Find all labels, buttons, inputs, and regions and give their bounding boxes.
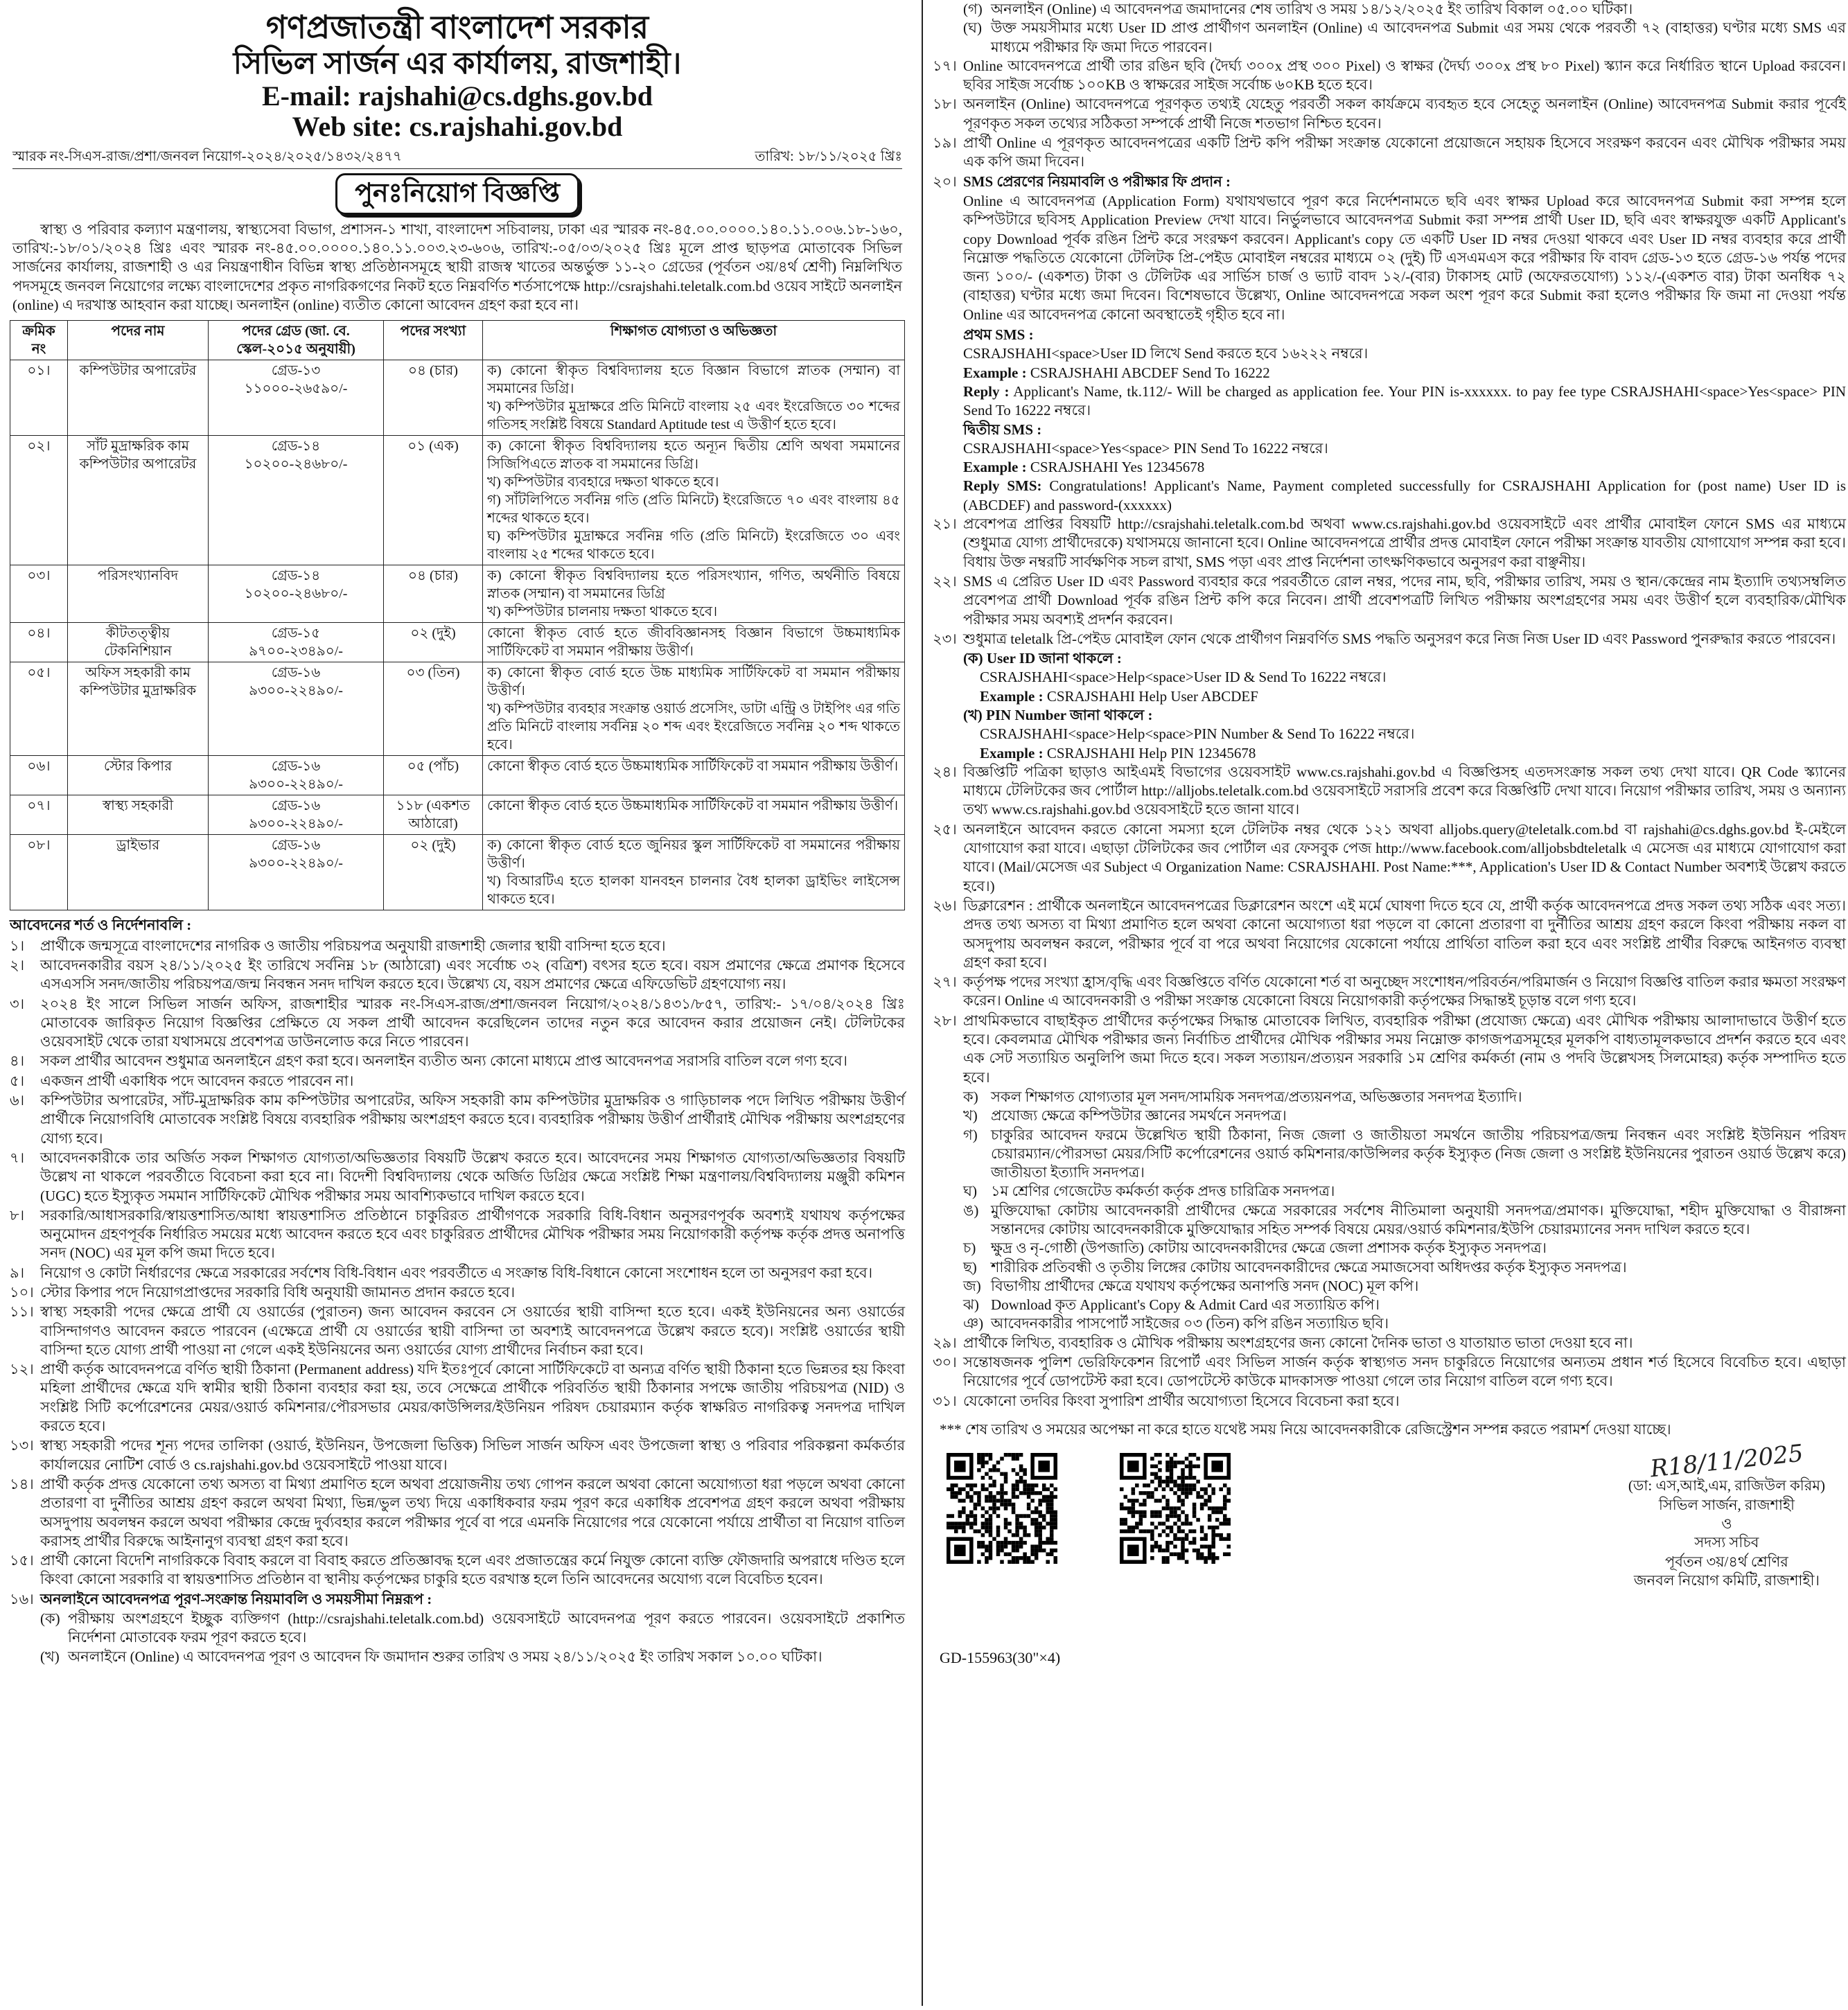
sub-item [963, 1314, 1846, 1333]
office-name: সিভিল সার্জন এর কার্যালয়, রাজশাহী। [233, 46, 682, 80]
sub-item [963, 1296, 1846, 1314]
grade-label: গ্রেড-১৫ [271, 626, 321, 642]
sub-item-label: চ) [963, 1240, 976, 1257]
serial-cell: ০৪। [10, 623, 68, 662]
second-sms-heading: দ্বিতীয় SMS : [963, 421, 1042, 438]
sub-item [40, 1648, 905, 1666]
item-number: ৪। [10, 1052, 25, 1070]
qualification-line: ক) কোনো স্বীকৃত বোর্ড হতে জুনিয়র স্কুল সার্টিফিকেট বা সমমানের পরীক্ষায় উত্তীর্ণ। [487, 838, 900, 872]
qualification-line: খ) বিআরটিএ হতে হালকা যানবহন চালনার বৈধ হালকা ড্রাইভিং লাইসেন্স থাকতে হবে। [487, 874, 900, 908]
serial-cell: ০৬। [10, 756, 68, 795]
item-text: প্রার্থী কর্তৃক আবেদনপত্রে বর্ণিত স্থায়ী ঠিকানা (Permanent address) যদি ইতঃপূর্বে কোনো সার্টিফিকেটে বা অন্যত্র বর্ণিত স্থায়ী ঠিকানা হতে ভিন্নতর হয় কিংবা মহিলা প্রার্থীদের ক্ষেত্রে যদি স্বামীর স্থায়ী ঠিকানা ব্যবহার করা হয়, তবে সেক্ষেত্রে প্রার্থীকে পরিবর্তিত স্থায়ী ঠিকানার সপক্ষে জাতীয় পরিচয়পত্র (NID) ও সংশ্লিষ্ট সিটি কর্পোরেশনের মেয়র/ওয়ার্ড কমিশনার/পৌরসভার মেয়র/কাউন্সিলর/ইউনিয়ন পরিষদ চেয়ারম্যান কর্তৃক স্বাক্ষরিত নাগরিকত্ব সনদপত্র দাখিল করতে হবে। [40, 1361, 905, 1435]
sub-item-text: ক্ষুদ্র ও নৃ-গোষ্ঠী (উপজাতি) কোটায় আবেদনকারীদের ক্ষেত্রে জেলা প্রশাসক কর্তৃক ইস্যুকৃত সনদপত্র। [991, 1240, 1547, 1257]
table-column-header: শিক্ষাগত যোগ্যতা ও অভিজ্ঞতা [483, 321, 905, 360]
qualification-line: ক) কোনো স্বীকৃত বিশ্ববিদ্যালয় হতে বিজ্ঞান বিভাগে স্নাতক (সম্মান) বা সমমানের ডিগ্রি। [487, 363, 900, 397]
item-16-continued [933, 0, 1846, 57]
item-text: শুধুমাত্র teletalk প্রি-পেইড মোবাইল ফোন থেকে প্রার্থীগণ নিম্নবর্ণিত SMS পদ্ধতি অনুসরণ করে নিজ নিজ User ID এবং Password পুনরুদ্ধার করতে পারবেন। [963, 630, 1836, 647]
item-number: ১৩। [10, 1437, 34, 1454]
sub-item-text: পরীক্ষায় অংশগ্রহণে ইচ্ছুক ব্যক্তিগণ (http://csrajshahi.teletalk.com.bd) ওয়েবসাইটে আবেদনপত্র পূরণ করতে পারবেন। ওয়েবসাইটে প্রকাশিত নির্দেশনা মোতাবেক ফরম পূরণ করতে হবে। [68, 1610, 905, 1646]
item-number: ১৬। [10, 1590, 34, 1607]
grade-label: গ্রেড-১৪ [271, 439, 321, 455]
item-text: সকল প্রার্থীর আবেদন শুধুমাত্র অনলাইনে গ্রহণ করা হবে। অনলাইন ব্যতীত অন্য কোনো মাধ্যমে প্রাপ্ত আবেদনপত্র সরাসরি বাতিল বলে গণ্য হবে। [40, 1052, 848, 1070]
item-number: ২৫। [933, 820, 957, 838]
item-number: ২০। [933, 173, 957, 190]
table-row [10, 662, 905, 756]
post-name-cell: স্টোর কিপার [68, 756, 209, 795]
grade-cell [209, 360, 384, 436]
sub-item-label: ছ) [963, 1258, 977, 1276]
grade-label: গ্রেড-১৬ [271, 798, 321, 814]
list-item [933, 95, 1846, 133]
signatory-designation: সিভিল সার্জন, রাজশাহী [1658, 1496, 1795, 1513]
item-text: বিজ্ঞপ্তিটি পত্রিকা ছাড়াও আইএমই বিভাগের ওয়েবসাইট www.cs.rajshahi.gov.bd এ বিজ্ঞপ্তিসহ এতদসংক্রান্ত সকল তথ্য দেখা যাবে। QR Code স্ক্যানের মাধ্যমে টেলিটকের জব পোর্টাল http://alljobs.teletalk.com.bd ওয়েবসাইটে সরাসরি প্রবেশ করে বিজ্ঞপ্তিটি দেখা যাবে। নিয়োগ পরীক্ষার তারিখ, সময় ও অন্যান্য তথ্য www.cs.rajshahi.gov.bd ওয়েবসাইটে হতে জানা যাবে। [963, 763, 1846, 818]
table-row [10, 565, 905, 623]
item-number: ৯। [10, 1264, 25, 1281]
sub-item-text: চাকুরির আবেদন ফরমে উল্লেখিত স্থায়ী ঠিকানা, নিজ জেলা ও জাতীয়তা সমর্থনে জাতীয় পরিচয়পত্র/জন্ম নিবন্ধন এবং সংশ্লিষ্ট ইউনিয়ন পরিষদ চেয়ারম্যান/পৌরসভা মেয়র/সিটি কর্পোরেশনের ওয়ার্ড কমিশনার/কাউন্সিলর কর্তৃক ইস্যুকৃত (নিজ জেলা ও সংশ্লিষ্ট ইউনিয়নের পুরাতন ওয়ার্ড উল্লেখ করে) জাতীয়তা ইত্যাদি সনদপত্র। [991, 1126, 1846, 1181]
serial-cell: ০৭। [10, 795, 68, 835]
item-text: প্রার্থী কর্তৃক প্রদত্ত যেকোনো তথ্য অসত্য বা মিথ্যা প্রমাণিত হলে অথবা প্রয়োজনীয় তথ্য গোপন করলে অথবা কোনো অযোগ্যতা ধরা পড়লে অথবা কোনো প্রতারণা বা দুর্নীতির আশ্রয় গ্রহণ করলে অথবা মিথ্যা, ভিন্ন/ভুল তথ্য দিয়ে একাধিকবার ফরম পূরণ করে একাধিক প্রবেশপত্র গ্রহণ করলে অথবা পরীক্ষায় অসদুপায় অবলম্বন করলে অথবা পরীক্ষার কেন্দ্রে দুর্ব্যবহার করলে পরীক্ষার পূর্বে বা পরে এমনকি নিয়োগের পরে যেকোনো পর্যায়ে প্রার্থীতা বা নিয়োগ বাতিল করাসহ প্রার্থীর বিরুদ্ধে আইনানুগ ব্যবস্থা গ্রহণ করা হবে। [40, 1475, 905, 1549]
item-number: ২৬। [933, 897, 957, 914]
notice-title: পুনঃনিয়োগ বিজ্ঞপ্তি [335, 173, 579, 214]
item-text: ডিক্লারেশন : প্রার্থীকে অনলাইনে আবেদনপত্রের ডিক্লারেশন অংশে এই মর্মে ঘোষণা দিতে হবে যে, প্রার্থী কর্তৃক আবেদনপত্রে প্রদত্ত সকল তথ্য সঠিক এবং সত্য। প্রদত্ত তথ্য অসত্য বা মিথ্যা প্রমাণিত হলে অথবা কোনো অযোগ্যতা ধরা পড়লে বা কোনো প্রতারণা বা দুর্নীতির আশ্রয় গ্রহণ করলে কিংবা পরীক্ষায় নকল বা অসদুপায় অবলম্বন করলে, পরীক্ষার পূর্বে বা পরে অথবা নিয়োগের যেকোনো পর্যায়ে প্রার্থিতা বাতিল করা হবে এবং সংশ্লিষ্ট প্রার্থীর বিরুদ্ধে আইনগত ব্যবস্থা গ্রহণ করা হবে। [963, 897, 1846, 971]
item-number: ৭। [10, 1149, 25, 1166]
sub-item-label: গ) [963, 1126, 978, 1143]
sub-item [963, 1277, 1846, 1296]
first-sms-command: CSRAJSHAHI<space>User ID লিখে Send করতে হবে ১৬২২২ নম্বরে। [963, 345, 1369, 362]
sub-item [963, 1239, 1846, 1258]
advisory-note: *** শেষ তারিখ ও সময়ের অপেক্ষা না করে হাতে যথেষ্ট সময় নিয়ে আবেদনকারীকে রেজিস্ট্রেশন সম্পন্ন করতে পরামর্শ দেওয়া যাচ্ছে। [940, 1420, 1671, 1438]
pay-scale: ৯৩০০-২২৪৯০/- [249, 683, 343, 699]
qualification-cell [483, 360, 905, 436]
sub-item-label: (খ) [40, 1648, 60, 1665]
item-number: ২৮। [933, 1012, 957, 1029]
post-count-cell: ১১৮ (একশত আঠারো) [384, 795, 483, 835]
user-id-recovery-command: CSRAJSHAHI<space>Help<space>User ID & Send To 16222 নম্বরে। [980, 669, 1387, 686]
item-number: ২৪। [933, 763, 957, 780]
first-sms-example: Example : CSRAJSHAHI ABCDEF Send To 16222 [963, 364, 1270, 381]
qualification-cell [483, 756, 905, 795]
post-name-cell: স্বাস্থ্য সহকারী [68, 795, 209, 835]
sub-item-label: (ঘ) [963, 19, 982, 37]
item-number: ১১। [10, 1303, 34, 1321]
qualification-line: ঘ) কম্পিউটার মুদ্রাক্ষরে সর্বনিম্ন গতি (প্রতি মিনিটে) ইংরেজিতে ৩০ এবং বাংলায় ২৫ শব্দের থাকতে হবে। [487, 529, 900, 563]
right-column [922, 0, 1846, 2006]
sub-item-text: Download কৃত Applicant's Copy & Admit Card এর সত্যায়িত কপি। [991, 1296, 1380, 1314]
post-name-cell: সাঁট মুদ্রাক্ষরিক কাম কম্পিউটার অপারেটর [68, 436, 209, 565]
item-text: SMS এ প্রেরিত User ID এবং Password ব্যবহার করে পরবর্তীতে রোল নম্বর, পদের নাম, ছবি, পরীক্ষার তারিখ, সময় ও স্থান/কেন্দ্রের নাম ইত্যাদি তথ্যসম্বলিত প্রবেশপত্র প্রার্থী Download পূর্বক রঙিন প্রিন্ট কপি করে নিবেন। প্রার্থী প্রবেশপত্রটি লিখিত পরীক্ষায় অংশগ্রহণের সময় এবং উত্তীর্ণ হলে ব্যবহারিক/মৌখিক পরীক্ষার সময় অবশ্যই প্রদর্শন করবেন। [963, 572, 1846, 628]
qualification-cell [483, 623, 905, 662]
item-number: ২২। [933, 572, 957, 590]
list-item [933, 973, 1846, 1011]
qualification-cell [483, 662, 905, 756]
grade-cell [209, 795, 384, 835]
table-row [10, 835, 905, 910]
second-sms-reply: Reply SMS: Congratulations! Applicant's Name, Payment completed successfully for CSRAJSHAHI Application for (post name) User ID is (ABCDEF) and password-(xxxxxx) [963, 477, 1846, 513]
post-count-cell: ০৪ (চার) [384, 565, 483, 623]
item-text: নিয়োগ ও কোটা নির্ধারণের ক্ষেত্রে সরকারের সর্বশেষ বিধি-বিধান এবং পরবর্তীতে এ সংক্রান্ত বিধি-বিধানে কোনো সংশোধন হলে তা অনুসরণ করা হবে। [40, 1264, 873, 1281]
sub-item-text: শারীরিক প্রতিবন্ধী ও তৃতীয় লিঙ্গের কোটায় আবেদনকারীদের ক্ষেত্রে সমাজসেবা অধিদপ্তর কর্তৃক ইস্যুকৃত সনদপত্র। [991, 1258, 1627, 1276]
grade-cell [209, 565, 384, 623]
sub-item-text: অনলাইন (Online) এ আবেদনপত্র জমাদানের শেষ তারিখ ও সময় ১৪/১২/২০২৫ ইং তারিখ বিকাল ০৫.০০ ঘটিকা। [991, 1, 1633, 17]
office-email: E-mail: rajshahi@cs.dghs.gov.bd [262, 80, 653, 112]
list-item [933, 1392, 1846, 1411]
list-item [10, 1475, 905, 1551]
sms-section [963, 326, 1846, 515]
post-count-cell: ০৩ (তিন) [384, 662, 483, 756]
sub-item-label: ঙ) [963, 1201, 979, 1219]
intro-paragraph: স্বাস্থ্য ও পরিবার কল্যাণ মন্ত্রণালয়, স্বাস্থ্যসেবা বিভাগ, প্রশাসন-১ শাখা, বাংলাদেশ সচিবালয়, ঢাকা এর স্মারক নং-৪৫.০০.০০০০.১৪০.১১.০০৬.১৮-১৬০, তারিখ:-১৮/০১/২০২৪ খ্রিঃ এবং স্মারক নং-৪৫.০০.০০০০.১৪০.১১.০০৩.২৩-৬০৬, তারিখ:-০৫/০৩/২০২৫ খ্রিঃ মূলে প্রাপ্ত ছাড়পত্র মোতাবেক সিভিল সার্জনের কার্যালয়, রাজশাহী ও এর নিয়ন্ত্রণাধীন বিভিন্ন স্বাস্থ্য প্রতিষ্ঠানসমূহে স্থায়ী রাজস্ব খাতের অন্তর্ভুক্ত ১১-২০ গ্রেডের (পূর্বতন ৩য়/৪র্থ শ্রেণী) নিম্নলিখিত পদসমূহে জনবল নিয়োগের লক্ষ্যে বাংলাদেশের প্রকৃত নাগরিকগণের নিকট হতে নিম্নবর্ণিত শর্তসাপেক্ষে http://csrajshahi.teletalk.com.bd ওয়েব সাইটে অনলাইন (online) এ দরখাস্ত আহবান করা যাচ্ছে। অনলাইন (online) ব্যতীত কোনো আবেদন গ্রহণ করা হবে না। [12, 220, 902, 314]
memo-number: স্মারক নং-সিএস-রাজ/প্রশা/জনবল নিয়োগ-২০২৪/২০২৫/১৪৩২/২৪৭৭ [12, 149, 403, 165]
sub-item-label: ক) [963, 1088, 978, 1105]
post-name-cell: ড্রাইভার [68, 835, 209, 910]
list-item [933, 1334, 1846, 1352]
table-row [10, 623, 905, 662]
list-item [933, 1353, 1846, 1391]
table-header-row [10, 321, 905, 360]
sub-item-text: আবেদনকারীর পাসপোর্ট সাইজের ০৩ (তিন) কপি রঙিন সত্যায়িত ছবি। [991, 1315, 1389, 1332]
pay-scale: ১০২০০-২৪৬৮০/- [244, 586, 348, 602]
item-text: আবেদনকারীকে তার অর্জিত সকল শিক্ষাগত যোগ্যতা/অভিজ্ঞতার বিষয়টি উল্লেখ করতে হবে। আবেদনের সময় শিক্ষাগত যোগ্যতা/অভিজ্ঞতার বিষয়টি উল্লেখ না থাকলে পরবর্তীতে বিবেচনা করা হবে না। বিদেশী বিশ্ববিদ্যালয় থেকে অর্জিত ডিগ্রির ক্ষেত্রে সংশ্লিষ্ট শিক্ষা মন্ত্রণালয়/বিশ্ববিদ্যালয় মঞ্জুরী কমিশন (UGC) হতে ইস্যুকৃত সমমান সার্টিফিকেট মৌখিক পরীক্ষার সময় আবশ্যিকভাবে দাখিল করতে হবে। [40, 1149, 905, 1204]
qualification-line: খ) কম্পিউটার মুদ্রাক্ষরে প্রতি মিনিটে বাংলায় ২৫ এবং ইংরেজিতে ৩০ শব্দের গতিসহ সংশ্লিষ্ট বিষয়ে Standard Aptitude test এ উত্তীর্ণ হতে হবে। [487, 399, 900, 433]
pay-scale: ৯৩০০-২২৪৯০/- [249, 777, 343, 793]
sub-item-label: ঞ) [963, 1315, 984, 1332]
qualification-cell [483, 436, 905, 565]
post-name-cell: কীটতত্ত্বীয় টেকনিশিয়ান [68, 623, 209, 662]
item-number: ১৫। [10, 1552, 34, 1569]
list-item [933, 1012, 1846, 1087]
item-number: ৮। [10, 1206, 25, 1224]
list-item [933, 763, 1846, 820]
sub-item [963, 1126, 1846, 1183]
list-item [933, 134, 1846, 172]
sms-instructions-paragraph: Online এ আবেদনপত্র (Application Form) যথাযথভাবে পূরণ করে নির্দেশনামতে ছবি এবং স্বাক্ষর Upload করে আবেদনপত্র Submit করা সম্পন্ন হলে কম্পিউটারে ছবিসহ Application Preview দেখা যাবে। নির্ভুলভাবে আবেদনপত্র Submit করা সম্পন্ন প্রার্থী User ID, ছবি এবং স্বাক্ষরযুক্ত একটি Applicant's copy Download পূর্বক রঙিন প্রিন্ট করে সংরক্ষণ করবেন। Applicant's copy তে একটি User ID নম্বর দেওয়া থাকবে এবং User ID নম্বর ব্যবহার করে প্রার্থী নিম্নোক্ত পদ্ধতিতে যেকোনো টেলিটক প্রি-পেইড মোবাইল নম্বরের মাধ্যমে ০২ (দুই) টি এসএমএস করে পরীক্ষার ফি বাবদ গ্রেড-১৩ হতে গ্রেড-১৬ পর্যন্ত পদের জন্য ১০০/- (একশত) টাকা ও টেলিটক এর সার্ভিস চার্জ ও ভ্যাট বাবদ ১২/-(বার) টাকাসহ মোট (অফেরতযোগ্য) ১১২/-(একশত বার) টাকা অনধিক ৭২ (বাহাত্তর) ঘণ্টার মধ্যে জমা দিবেন। বিশেষভাবে উল্লেখ্য, Online আবেদনপত্রে সকল অংশ পূরণ করে Submit করা হলেও পরীক্ষার ফি জমা না দেওয়া পর্যন্ত Online এর আবেদনপত্র কোনো অবস্থাতেই গৃহীত হবে না। [963, 192, 1846, 323]
signature-block [1628, 1439, 1825, 1590]
list-item [933, 897, 1846, 972]
item-text: স্বাস্থ্য সহকারী পদের ক্ষেত্রে প্রার্থী যে ওয়ার্ডের (পুরাতন) জন্য আবেদন করবেন সে ওয়ার্ডের স্থায়ী বাসিন্দা হতে হবে। একই ইউনিয়নের অন্য ওয়ার্ডের বাসিন্দাগণও আবেদন করতে পারবেন (এক্ষেত্রে প্রার্থী যে ওয়ার্ডের স্থায়ী বাসিন্দা তা অবশ্যই আবেদনপত্রে উল্লেখ করতে হবে)। সংশ্লিষ্ট ওয়ার্ডের স্থায়ী বাসিন্দা হতে যোগ্য প্রার্থী পাওয়া না গেলে একই ইউনিয়নের অন্য ওয়ার্ডের যোগ্য প্রার্থীদের নির্বাচন করা হবে। [40, 1303, 905, 1358]
pay-scale: ৯৩০০-২২৪৯০/- [249, 856, 343, 872]
committee-line-1: পূর্বতন ৩য়/৪র্থ শ্রেণির [1665, 1553, 1788, 1570]
serial-cell: ০৫। [10, 662, 68, 756]
list-item [10, 1590, 905, 1609]
sub-item-text: মুক্তিযোদ্ধা কোটায় আবেদনকারী প্রার্থীদের ক্ষেত্রে সরকারের সর্বশেষ নীতিমালা অনুযায়ী সনদপত্র/প্রমাণক। মুক্তিযোদ্ধা, শহীদ মুক্তিযোদ্ধা ও বীরাঙ্গনা সন্তানদের কোটায় আবেদনকারীকে মুক্তিযোদ্ধার সহিত সম্পর্ক বিষয়ে মেয়র/ওয়ার্ড কমিশনার/ইউপি চেয়ারম্যানের সনদ দাখিল করতে হবে। [991, 1201, 1846, 1237]
item-text: অনলাইনে আবেদন করতে কোনো সমস্যা হলে টেলিটক নম্বর থেকে ১২১ অথবা alljobs.query@teletalk.com.bd বা rajshahi@cs.dghs.gov.bd ই-মেইলে যোগাযোগ করা যাবে। এছাড়া টেলিটকের জব পোর্টাল এর ফেসবুক পেজ http://www.facebook.com/alljobsbdteletalk এ মেসেজ এর মাধ্যমে যোগাযোগ করা যাবে। (Mail/মেসেজ এর Subject এ Organization Name: CSRAJSHAHI. Post Name:***, Application's User ID & Contact Number অবশ্যই উল্লেখ করতে হবে।) [963, 820, 1846, 894]
sub-item [963, 1107, 1846, 1125]
grade-cell [209, 835, 384, 910]
vacancy-table [10, 320, 905, 910]
list-item [933, 173, 1846, 191]
item-number: ১৪। [10, 1475, 34, 1492]
grade-label: গ্রেড-১৪ [271, 568, 321, 584]
letterhead [10, 10, 905, 142]
item-number: ১। [10, 937, 25, 954]
item-number: ১২। [10, 1361, 34, 1378]
qualification-line: গ) সাঁটলিপিতে সর্বনিম্ন গতি (প্রতি মিনিটে) ইংরেজিতে ৭০ এবং বাংলায় ৪৫ শব্দের থাকতে হবে। [487, 493, 900, 527]
item-text: স্টোর কিপার পদে নিয়োগপ্রাপ্তদের সরকারি বিধি অনুযায়ী জামানত প্রদান করতে হবে। [40, 1284, 516, 1301]
grade-cell [209, 623, 384, 662]
qr-code-icon[interactable] [1120, 1453, 1231, 1564]
item-number: ৫। [10, 1072, 25, 1089]
sub-item [963, 1201, 1846, 1240]
item-text: প্রার্থী Online এ পূরণকৃত আবেদনপত্রের একটি প্রিন্ট কপি পরীক্ষা সংক্রান্ত যেকোনো প্রয়োজনে সহায়ক হিসেবে সংরক্ষণ করবেন এবং মৌখিক পরীক্ষার সময় এক কপি জমা দিবেন। [963, 134, 1846, 170]
item-text: Online আবেদনপত্রে প্রার্থী তার রঙিন ছবি (দৈর্ঘ্য ৩০০x প্রস্থ ৩০০ Pixel) ও স্বাক্ষর (দৈর্ঘ্য ৩০০x প্রস্থ ৮০ Pixel) স্ক্যান করে নির্ধারিত স্থানে Upload করবেন। ছবির সাইজ সর্বোচ্চ ১০০KB ও স্বাক্ষরের সাইজ সর্বোচ্চ ৬০KB হতে হবে। [963, 57, 1846, 94]
list-item [10, 1551, 905, 1589]
serial-cell: ০২। [10, 436, 68, 565]
list-item [10, 1283, 905, 1302]
list-item [933, 57, 1846, 95]
qualification-line: ক) কোনো স্বীকৃত বোর্ড হতে উচ্চ মাধ্যমিক সার্টিফিকেট বা সমমান পরীক্ষায় উত্তীর্ণ। [487, 665, 900, 699]
sub-item-label: জ) [963, 1277, 981, 1294]
item-number: ২। [10, 956, 25, 973]
serial-cell: ০৮। [10, 835, 68, 910]
qualification-line: ক) কোনো স্বীকৃত বিশ্ববিদ্যালয় হতে পরিসংখ্যান, গণিত, অর্থনীতি বিষয়ে স্নাতক (সম্মান) বা সমমানের ডিগ্রি [487, 568, 900, 602]
grade-cell [209, 756, 384, 795]
signatory-role: সদস্য সচিব [1694, 1534, 1759, 1551]
item-text: অনলাইন (Online) আবেদনপত্রে পূরণকৃত তথ্যই যেহেতু পরবর্তী সকল কার্যক্রমে ব্যবহৃত হবে সেহেতু অনলাইন (Online) আবেদনপত্র Submit করার পূর্বেই পূরণকৃত সকল তথ্যের সঠিকতা সম্পর্কে প্রার্থী নিজে শতভাগ নিশ্চিত হবেন। [963, 96, 1846, 132]
list-item [10, 1149, 905, 1206]
item-number: ৩০। [933, 1354, 957, 1371]
table-row [10, 756, 905, 795]
conditions-list [10, 937, 905, 1666]
item-text: প্রাথমিকভাবে বাছাইকৃত প্রার্থীদের কর্তৃপক্ষের সিদ্ধান্ত মোতাবেক লিখিত, ব্যবহারিক পরীক্ষা (প্রযোজ্য ক্ষেত্রে) এবং মৌখিক পরীক্ষায় আলাদাভাবে উত্তীর্ণ হতে হবে। কেবলমাত্র মৌখিক পরীক্ষার জন্য নির্বাচিত প্রার্থীদের মৌখিক পরীক্ষার সময় নিম্নোক্ত কাগজপত্রসমূহের মূলকপি বাধ্যতামূলকভাবে প্রদর্শন করতে হবে এবং এক সেট সত্যায়িত অনুলিপি জমা দিতে হবে। সকল সত্যায়ন/প্রত্যয়ন সরকারি ১ম শ্রেণির কর্মকর্তা (নাম ও পদবি উল্লেখসহ সিলমোহর) কর্তৃক সম্পাদিত হতে হবে। [963, 1012, 1846, 1086]
list-item [10, 1303, 905, 1359]
list-item [933, 515, 1846, 572]
sub-item-text: উক্ত সময়সীমার মধ্যে User ID প্রাপ্ত প্রার্থীগণ অনলাইন (Online) এ আবেদনপত্র Submit এর সময় থেকে পরবর্তী ৭২ (বাহাত্তর) ঘণ্টার মধ্যে SMS এর মাধ্যমে পরীক্ষার ফি জমা দিতে পারবেন। [991, 19, 1846, 55]
table-row [10, 436, 905, 565]
item-text: প্রার্থীকে লিখিত, ব্যবহারিক ও মৌখিক পরীক্ষায় অংশগ্রহণের জন্য কোনো দৈনিক ভাতা ও যাতায়াত ভাতা দেওয়া হবে না। [963, 1334, 1633, 1351]
handwritten-signature: R18/11/2025 [1648, 1439, 1805, 1483]
table-column-header: পদের নাম [68, 321, 209, 360]
sub-item [963, 1182, 1846, 1201]
signatory-and: ও [1721, 1515, 1732, 1533]
item-number: ২৯। [933, 1334, 957, 1351]
post-name-cell: পরিসংখ্যানবিদ [68, 565, 209, 623]
qualification-line: কোনো স্বীকৃত বোর্ড হতে উচ্চমাধ্যমিক সার্টিফিকেট বা সমমান পরীক্ষায় উত্তীর্ণ। [487, 798, 899, 814]
item-text: যেকোনো তদবির কিংবা সুপারিশ প্রার্থীর অযোগ্যতা হিসেবে বিবেচনা করা হবে। [963, 1392, 1400, 1409]
list-item [10, 1052, 905, 1070]
sub-item-text: প্রযোজ্য ক্ষেত্রে কম্পিউটার জ্ঞানের সমর্থনে সনদপত্র। [991, 1107, 1287, 1125]
list-item [10, 1264, 905, 1282]
gd-number: GD-155963(30"×4) [940, 1648, 1061, 1666]
item-text: অনলাইনে আবেদনপত্র পূরণ-সংক্রান্ত নিয়মাবলি ও সময়সীমা নিম্নরূপ : [40, 1590, 432, 1607]
list-item [933, 820, 1846, 896]
office-website: Web site: cs.rajshahi.gov.bd [292, 111, 623, 143]
item-text: কর্তৃপক্ষ পদের সংখ্যা হ্রাস/বৃদ্ধি এবং বিজ্ঞপ্তিতে বর্ণিত যেকোনো শর্ত বা অনুচ্ছেদ সংশোধন/পরিবর্তন/পরিমার্জন ও নিয়োগ বিজ্ঞপ্তি বাতিল করার ক্ষমতা সংরক্ষণ করেন। Online এ আবেদনকারী ও পরীক্ষা সংক্রান্ত যেকোনো বিষয়ে নিয়োগকারী কর্তৃপক্ষের সিদ্ধান্তই চূড়ান্ত বলে গণ্য হবে। [963, 973, 1846, 1010]
qualification-line: ক) কোনো স্বীকৃত বিশ্ববিদ্যালয় হতে অন্যূন দ্বিতীয় শ্রেণি অথবা সমমানের সিজিপিএতে স্নাতক বা সমমানের ডিগ্রি। [487, 439, 900, 473]
item-text: আবেদনকারীর বয়স ২৪/১১/২০২৫ ইং তারিখে সর্বনিম্ন ১৮ (আঠারো) এবং সর্বোচ্চ ৩২ (বত্রিশ) বৎসর হতে হবে। বয়স প্রমাণের ক্ষেত্রে প্রমাণক হিসেবে এসএসসি সনদ/জাতীয় পরিচয়পত্র/জন্ম নিবন্ধন সনদ দাখিল করতে হবে। উল্লেখ্য যে, বয়স প্রমাণের ক্ষেত্রে এফিডেভিট গ্রহণযোগ্য নয়। [40, 956, 905, 993]
item-text: স্বাস্থ্য সহকারী পদের শূন্য পদের তালিকা (ওয়ার্ড, ইউনিয়ন, উপজেলা ভিত্তিক) সিভিল সার্জন অফিস এবং উপজেলা স্বাস্থ্য ও পরিবার পরিকল্পনা কর্মকর্তার কার্যালয়ের নোটিশ বোর্ড ও cs.rajshahi.gov.bd ওয়েবসাইটে পাওয়া যাবে। [40, 1437, 905, 1473]
item-text: প্রবেশপত্র প্রাপ্তির বিষয়টি http://csrajshahi.teletalk.com.bd অথবা www.cs.rajshahi.gov.bd ওয়েবসাইটে এবং প্রার্থীর মোবাইল ফোনে SMS এর মাধ্যমে (শুধুমাত্র যোগ্য প্রার্থীদেরকে) যথাসময়ে জানানো হবে। Online আবেদনপত্রে প্রার্থীর প্রদত্ত মোবাইল ফোনে পরীক্ষা সংক্রান্ত যাবতীয় যোগাযোগ সম্পন্ন করা হবে। বিধায় উক্ত নম্বরটি সার্বক্ষণিক সচল রাখা, SMS পড়া এবং প্রাপ্ত নির্দেশনা তাৎক্ষণিকভাবে অনুসরণ করা বাঞ্ছনীয়। [963, 515, 1846, 570]
post-name-cell: অফিস সহকারী কাম কম্পিউটার মুদ্রাক্ষরিক [68, 662, 209, 756]
item-number: ২৭। [933, 973, 957, 991]
sub-item [963, 1088, 1846, 1107]
post-count-cell: ০২ (দুই) [384, 623, 483, 662]
pay-scale: ৯৭০০-২৩৪৯০/- [249, 644, 343, 660]
committee-line-2: জনবল নিয়োগ কমিটি, রাজশাহী। [1633, 1571, 1820, 1589]
item-number: ১৯। [933, 134, 957, 152]
pin-recovery-example: Example : CSRAJSHAHI Help PIN 12345678 [980, 744, 1256, 761]
conditions-list-continued [933, 515, 1846, 649]
item-text: কম্পিউটার অপারেটর, সাঁট-মুদ্রাক্ষরিক কাম কম্পিউটার অপারেটর, অফিস সহকারী কাম কম্পিউটার মুদ্রাক্ষরিক ও গাড়িচালক পদে লিখিত পরীক্ষায় উত্তীর্ণ প্রার্থীকে নিয়োগবিধি মোতাবেক সংশ্লিষ্ট বিষয়ে ব্যবহারিক পরীক্ষায় অংশগ্রহণ করতে হবে। ব্যবহারিক পরীক্ষায় উত্তীর্ণ প্রার্থীরাই মৌখিক পরীক্ষায় অংশগ্রহণের যোগ্য হবে। [40, 1092, 905, 1147]
sub-item-text: সকল শিক্ষাগত যোগ্যতার মূল সনদ/সাময়িক সনদপত্র/প্রত্যয়নপত্র, অভিজ্ঞতার সনদপত্র ইত্যাদি। [991, 1088, 1522, 1105]
item-number: ৩১। [933, 1392, 957, 1409]
sub-item-text: ১ম শ্রেণির গেজেটেড কর্মকর্তা কর্তৃক প্রদত্ত চারিত্রিক সনদপত্র। [991, 1183, 1335, 1200]
qualification-cell [483, 835, 905, 910]
list-item [10, 995, 905, 1052]
left-column [10, 10, 905, 1666]
conditions-list-continued [933, 763, 1846, 1411]
item-number: ১৮। [933, 96, 957, 113]
pay-scale: ১০২০০-২৪৬৮০/- [244, 457, 348, 473]
qualification-line: কোনো স্বীকৃত বোর্ড হতে জীববিজ্ঞানসহ বিজ্ঞান বিভাগে উচ্চমাধ্যমিক সার্টিফিকেট বা সমমান পরীক্ষায় উত্তীর্ণ। [487, 626, 900, 660]
list-item [10, 1360, 905, 1436]
pay-scale: ১১০০০-২৬৫৯০/- [244, 381, 348, 397]
memo-line [12, 148, 902, 169]
item-text: ২০২৪ ইং সালে সিভিল সার্জন অফিস, রাজশাহীর স্মারক নং-সিএস-রাজ/প্রশা/জনবল নিয়োগ/২০২৪/১৪৩১/৮৫৭, তারিখ:- ১৭/০৪/২০২৪ খ্রিঃ মোতাবেক জারিকৃত নিয়োগ বিজ্ঞপ্তির প্রেক্ষিতে যে সকল প্রার্থী আবেদন করেছিলেন তাদের নতুন করে আবেদন করার প্রয়োজন নেই। টেলিটকের ওয়েবসাইট থেকে তারা যথাসময়ে প্রবেশপত্র ডাউনলোড করে নিতে পারবেন। [40, 995, 905, 1050]
item-number: ৬। [10, 1092, 25, 1109]
grade-label: গ্রেড-১৬ [271, 665, 321, 681]
memo-date: তারিখ: ১৮/১১/২০২৫ খ্রিঃ [755, 149, 902, 165]
footer [933, 1439, 1846, 1675]
list-item [933, 630, 1846, 649]
pin-recovery-heading: (খ) PIN Number জানা থাকলে : [963, 706, 1153, 723]
pin-recovery-command: CSRAJSHAHI<space>Help<space>PIN Number & Send To 16222 নম্বরে। [980, 725, 1415, 743]
list-item [933, 572, 1846, 629]
government-name: গণপ্রজাতন্ত্রী বাংলাদেশ সরকার [265, 10, 649, 45]
grade-label: গ্রেড-১৩ [271, 363, 321, 379]
post-count-cell: ০১ (এক) [384, 436, 483, 565]
user-id-recovery-heading: (ক) User ID জানা থাকলে : [963, 650, 1122, 667]
grade-label: গ্রেড-১৬ [271, 838, 321, 854]
second-sms-command: CSRAJSHAHI<space>Yes<space> PIN Send To 16222 নম্বরে। [963, 439, 1328, 457]
sub-item-text: বিভাগীয় প্রার্থীদের ক্ষেত্রে যথাযথ কর্তৃপক্ষের অনাপত্তি সনদ (NOC) মূল কপি। [991, 1277, 1419, 1294]
user-id-recovery-example: Example : CSRAJSHAHI Help User ABCDEF [980, 687, 1258, 705]
sub-item [963, 1258, 1846, 1277]
list-item [10, 1436, 905, 1474]
qualification-cell [483, 795, 905, 835]
item-text: একজন প্রার্থী একাধিক পদে আবেদন করতে পারবেন না। [40, 1072, 354, 1089]
recovery-section [963, 649, 1846, 763]
sub-item [40, 1610, 905, 1648]
first-sms-heading: প্রথম SMS : [963, 326, 1034, 344]
item-number: ৩। [10, 995, 25, 1012]
list-item [10, 956, 905, 994]
qualification-line: খ) কম্পিউটার ব্যবহারে দক্ষতা থাকতে হবে। [487, 475, 719, 491]
sub-item-label: (গ) [963, 1, 983, 17]
grade-cell [209, 436, 384, 565]
item-text: সন্তোষজনক পুলিশ ভেরিফিকেশন রিপোর্ট এবং সিভিল সার্জন কর্তৃক স্বাস্থ্যগত সনদ চাকুরিতে নিয়োগের অন্যতম প্রধান শর্ত হিসেবে বিবেচিত হবে। এছাড়া নিয়োগের পূর্বে ডোপটেস্ট করা হবে। ডোপটেস্টে কাউকে মাদকাসক্ত পাওয়া গেলে তার নিয়োগ বাতিল বলে গণ্য হবে। [963, 1354, 1846, 1390]
sub-item [963, 19, 1846, 57]
grade-cell [209, 662, 384, 756]
table-column-header: ক্রমিক নং [10, 321, 68, 360]
qualification-line: খ) কম্পিউটার ব্যবহার সংক্রান্ত ওয়ার্ড প্রসেসিং, ডাটা এন্ট্রি ও টাইপিং এর গতি প্রতি মিনিটে বাংলায় সর্বনিম্ন ২০ শব্দ এবং ইংরেজিতে সর্বনিম্ন ২০ শব্দ থাকতে হবে। [487, 701, 900, 753]
first-sms-reply: Reply : Applicant's Name, tk.112/- Will be charged as application fee. Your PIN is-xxxxxx. to pay fee type CSRAJSHAHI<space>Yes<space> PIN Send To 16222 নম্বরে। [963, 382, 1847, 419]
table-column-header: পদের সংখ্যা [384, 321, 483, 360]
list-item [10, 1091, 905, 1148]
sub-item-label: ঘ) [963, 1183, 977, 1200]
post-count-cell: ০২ (দুই) [384, 835, 483, 910]
sub-item-label: খ) [963, 1107, 978, 1125]
item-number: ২১। [933, 515, 957, 533]
item-text: প্রার্থীকে জন্মসূত্রে বাংলাদেশের নাগরিক ও জাতীয় পরিচয়পত্র অনুযায়ী রাজশাহী জেলার স্থায়ী বাসিন্দা হতে হবে। [40, 937, 666, 954]
qualification-cell [483, 565, 905, 623]
item-text: প্রার্থী কোনো বিদেশি নাগরিককে বিবাহ করলে বা বিবাহ করতে প্রতিজ্ঞাবদ্ধ হলে এবং প্রজাতন্ত্রের কর্মে নিযুক্ত কোনো ব্যক্তি ফৌজদারি অপরাধে দণ্ডিত হলে কিংবা কোনো সরকারি বা স্বায়ত্তশাসিত প্রতিষ্ঠান বা স্থানীয় কর্তৃপক্ষের চাকুরি হতে বরখাস্ত হলে তিনি আবেদনের অযোগ্য বলে বিবেচিত হবেন। [40, 1552, 905, 1588]
qr-code-icon[interactable] [947, 1453, 1057, 1564]
sub-item-label: (ক) [40, 1610, 60, 1628]
grade-label: গ্রেড-১৬ [271, 759, 321, 775]
list-item [10, 937, 905, 955]
conditions-heading: আবেদনের শর্ত ও নির্দেশনাবলি : [10, 917, 192, 934]
item-text: সরকারি/আধাসরকারি/স্বায়ত্তশাসিত/আধা স্বায়ত্তশাসিত প্রতিষ্ঠানে চাকুরিরত প্রার্থীগণকে সরকারি বিধি-বিধান অনুসরণপূর্বক অবশ্যই যথাযথ কর্তৃপক্ষের অনুমোদন গ্রহণপূর্বক নির্ধারিত সময়ের মধ্যে আবেদন করতে হবে এবং চাকুরিরত প্রার্থীদের মৌখিক পরীক্ষার সময় নিয়োগকারী কর্তৃপক্ষ কর্তৃক প্রদত্ত অনাপত্তি সনদ (NOC) এর মূল কপি জমা দিতে হবে। [40, 1206, 905, 1262]
sub-item [963, 0, 1846, 19]
qualification-line: খ) কম্পিউটার চালনায় দক্ষতা থাকতে হবে। [487, 604, 718, 620]
table-row [10, 795, 905, 835]
item-number: ২৩। [933, 630, 957, 647]
list-item [10, 1206, 905, 1263]
sub-item-label: ঝ) [963, 1296, 979, 1314]
table-row [10, 360, 905, 436]
post-name-cell: কম্পিউটার অপারেটর [68, 360, 209, 436]
signatory-name: (ডা: এস,আই,এম, রাজিউল করিম) [1628, 1477, 1825, 1495]
second-sms-example: Example : CSRAJSHAHI Yes 12345678 [963, 459, 1205, 476]
sub-item-text: অনলাইনে (Online) এ আবেদনপত্র পূরণ ও আবেদন ফি জমাদান শুরুর তারিখ ও সময় ২৪/১১/২০২৫ ইং তারিখ সকাল ১০.০০ ঘটিকা। [68, 1648, 822, 1665]
item-number: ১৭। [933, 57, 957, 74]
post-count-cell: ০৫ (পাঁচ) [384, 756, 483, 795]
serial-cell: ০৩। [10, 565, 68, 623]
qualification-line: কোনো স্বীকৃত বোর্ড হতে উচ্চমাধ্যমিক সার্টিফিকেট বা সমমান পরীক্ষায় উত্তীর্ণ। [487, 759, 899, 775]
item-text: SMS প্রেরণের নিয়মাবলি ও পরীক্ষার ফি প্রদান : [963, 173, 1231, 190]
pay-scale: ৯৩০০-২২৪৯০/- [249, 816, 343, 832]
table-column-header: পদের গ্রেড (জা. বে. স্কেল-২০১৫ অনুযায়ী) [209, 321, 384, 360]
post-count-cell: ০৪ (চার) [384, 360, 483, 436]
list-item [10, 1072, 905, 1091]
conditions-list-continued [933, 57, 1846, 191]
item-number: ১০। [10, 1284, 34, 1301]
serial-cell: ০১। [10, 360, 68, 436]
